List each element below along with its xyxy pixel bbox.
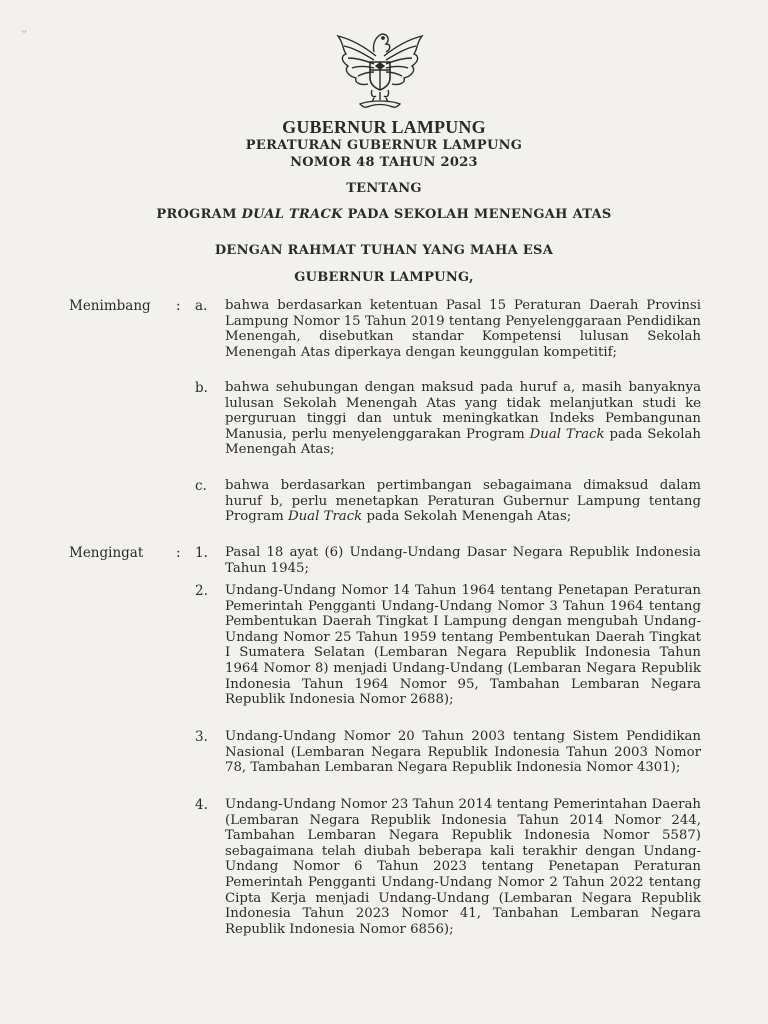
governor-heading: GUBERNUR LAMPUNG,	[294, 270, 474, 285]
about-heading: TENTANG	[346, 181, 422, 196]
menimbang-colon: :	[176, 298, 181, 314]
program-heading-em: DUAL TRACK	[241, 207, 343, 222]
mengingat-item-4: Undang-Undang Nomor 23 Tahun 2014 tentang Pemerintahan Daerah (Lembaran Negara Republik Indonesia Tahun 2014 Nomor 244, Tambahan Lembaran Negara Republik Indonesia Nomor 5587) sebagaimana telah diubah beberapa kali terakhir dengan Undang-Undang Nomor 6 Tahun 2023 tentang Penetapan Peraturan Pemerintah Pengganti Undang-Undang Nomor 2 Tahun 2022 tentang Cipta Kerja menjadi Undang-Undang (Lembaran Negara Republik Indonesia Tahun 2023 Nomor 41, Tanbahan Lembaran Negara Republik Indonesia Nomor 6856);	[225, 797, 701, 937]
mengingat-label: Mengingat	[69, 545, 144, 561]
garuda-emblem-icon	[330, 26, 430, 112]
regulation-number: NOMOR 48 TAHUN 2023	[290, 155, 478, 170]
regulation-title: PERATURAN GUBERNUR LAMPUNG	[245, 138, 523, 153]
program-heading	[0, 207, 768, 222]
menimbang-label: Menimbang	[69, 298, 151, 314]
corner-mark: ᵕ	[22, 26, 27, 39]
menimbang-item-b-em: Dual Track	[529, 426, 605, 442]
mengingat-item-3: Undang-Undang Nomor 20 Tahun 2003 tentang Sistem Pendidikan Nasional (Lembaran Negara Republik Indonesia Tahun 2003 Nomor 78, Tambahan Lembaran Negara Republik Indonesia Nomor 4301);	[225, 729, 701, 776]
grace-heading: DENGAN RAHMAT TUHAN YANG MAHA ESA	[214, 243, 554, 258]
menimbang-item-c-pre: bahwa berdasarkan pertimbangan sebagaimana dimaksud dalam huruf b, perlu menetapkan Peraturan Gubernur Lampung tentang Program	[225, 478, 701, 525]
menimbang-item-c	[225, 478, 701, 525]
menimbang-mark-c: c.	[195, 478, 207, 494]
menimbang-mark-a: a.	[195, 298, 208, 314]
menimbang-item-c-post: pada Sekolah Menengah Atas;	[362, 509, 572, 525]
mengingat-item-2: Undang-Undang Nomor 14 Tahun 1964 tentang Penetapan Peraturan Pemerintah Pengganti Undang-Undang Nomor 3 Tahun 1964 tentang Pembentukan Daerah Tingkat I Lampung dengan mengubah Undang-Undang Nomor 25 Tahun 1959 tentang Pembentukan Daerah Tingkat I Sumatera Selatan (Lembaran Negara Republik Indonesia Tahun 1964 Nomor 8) menjadi Undang-Undang (Lembaran Negara Republik Indonesia Tahun 1964 Nomor 95, Tambahan Lembaran Negara Republik Indonesia Nomor 2688);	[225, 583, 701, 708]
mengingat-mark-4: 4.	[195, 797, 208, 813]
program-heading-post: PADA SEKOLAH MENENGAH ATAS	[342, 207, 612, 222]
mengingat-colon: :	[176, 545, 181, 561]
governor-title: GUBERNUR LAMPUNG	[282, 117, 486, 137]
menimbang-item-b	[225, 380, 701, 458]
menimbang-item-b-pre: bahwa sehubungan dengan maksud pada huruf a, masih banyaknya lulusan Sekolah Menengah Atas yang tidak melanjutkan studi ke perguruan tinggi dan untuk meningkatkan Indeks Pembangunan Manusia, perlu menyelenggarakan Program	[225, 380, 701, 442]
menimbang-item-a: bahwa berdasarkan ketentuan Pasal 15 Peraturan Daerah Provinsi Lampung Nomor 15 Tahun 2019 tentang Penyelenggaraan Pendidikan Menengah, disebutkan standar Kompetensi lulusan Sekolah Menengah Atas diperkaya dengan keunggulan kompetitif;	[225, 298, 701, 360]
program-heading-pre: PROGRAM	[156, 207, 242, 222]
mengingat-mark-3: 3.	[195, 729, 208, 745]
mengingat-item-1: Pasal 18 ayat (6) Undang-Undang Dasar Negara Republik Indonesia Tahun 1945;	[225, 545, 701, 576]
menimbang-mark-b: b.	[195, 380, 208, 396]
mengingat-mark-2: 2.	[195, 583, 208, 599]
menimbang-item-b-post: pada Sekolah Menengah Atas;	[225, 426, 701, 458]
menimbang-item-c-em: Dual Track	[287, 509, 363, 525]
mengingat-mark-1: 1.	[195, 545, 208, 561]
